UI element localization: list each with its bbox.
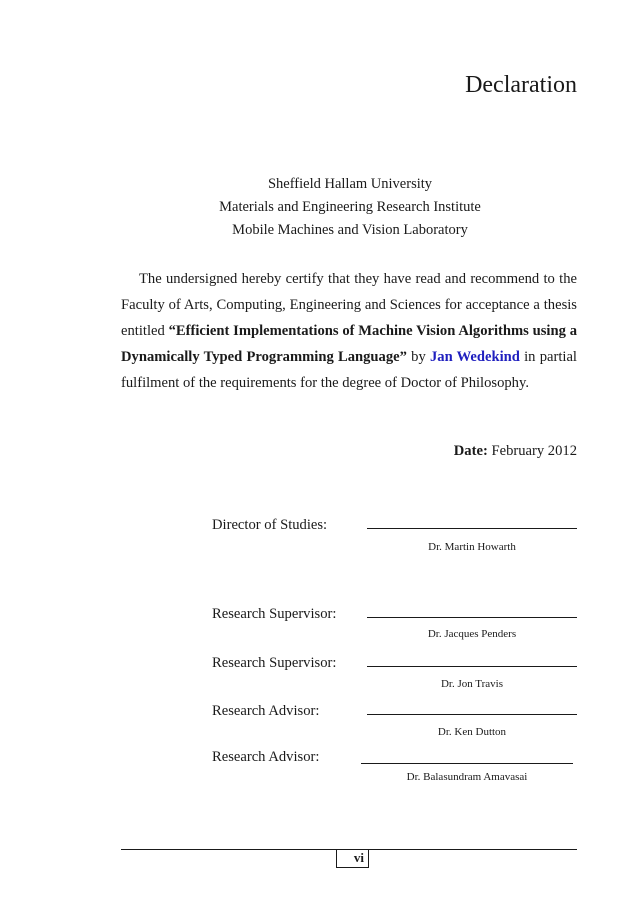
university-name: Sheffield Hallam University xyxy=(267,176,433,192)
signatory-role: Research Advisor: xyxy=(212,749,320,765)
signature-line xyxy=(367,714,577,715)
thesis-title: “Efficient Implementations of Machine Vision Algorithms using a Dynamically Typed Programming Language” xyxy=(121,323,577,365)
institute-name: Materials and Engineering Research Institute xyxy=(219,199,481,215)
signature-line xyxy=(361,763,573,764)
signatory-name: Dr. Balasundram Amavasai xyxy=(406,771,528,783)
statement-by: by xyxy=(406,349,430,365)
date-value: February 2012 xyxy=(491,443,577,459)
signatory-name: Dr. Jon Travis xyxy=(440,678,504,690)
laboratory-name: Mobile Machines and Vision Laboratory xyxy=(232,222,468,238)
signature-line xyxy=(367,528,577,529)
page-number: vi xyxy=(336,849,369,868)
signatory-name: Dr. Ken Dutton xyxy=(437,726,507,738)
signatory-role: Research Advisor: xyxy=(212,703,320,719)
signatory-name: Dr. Martin Howarth xyxy=(428,541,516,553)
signatory-name: Dr. Jacques Penders xyxy=(427,628,517,640)
signatory-role: Director of Studies: xyxy=(212,517,328,533)
declaration-statement xyxy=(121,266,577,396)
date-line xyxy=(454,441,577,461)
signature-line xyxy=(367,617,577,618)
author-link[interactable]: Jan Wedekind xyxy=(429,349,520,365)
page-title: Declaration xyxy=(465,72,577,98)
signatory-role: Research Supervisor: xyxy=(212,655,337,671)
statement-outro: in partial fulfilment of the requirements for the degree of Doctor of Philosophy. xyxy=(121,349,577,391)
date-label: Date: xyxy=(453,443,488,459)
signatory-role: Research Supervisor: xyxy=(212,606,337,622)
signature-line xyxy=(367,666,577,667)
statement-intro: The undersigned hereby certify that they have read and recommend to the Faculty of Arts, Computing, Engineering and Sciences for acceptance a thesis entitled xyxy=(121,271,577,339)
